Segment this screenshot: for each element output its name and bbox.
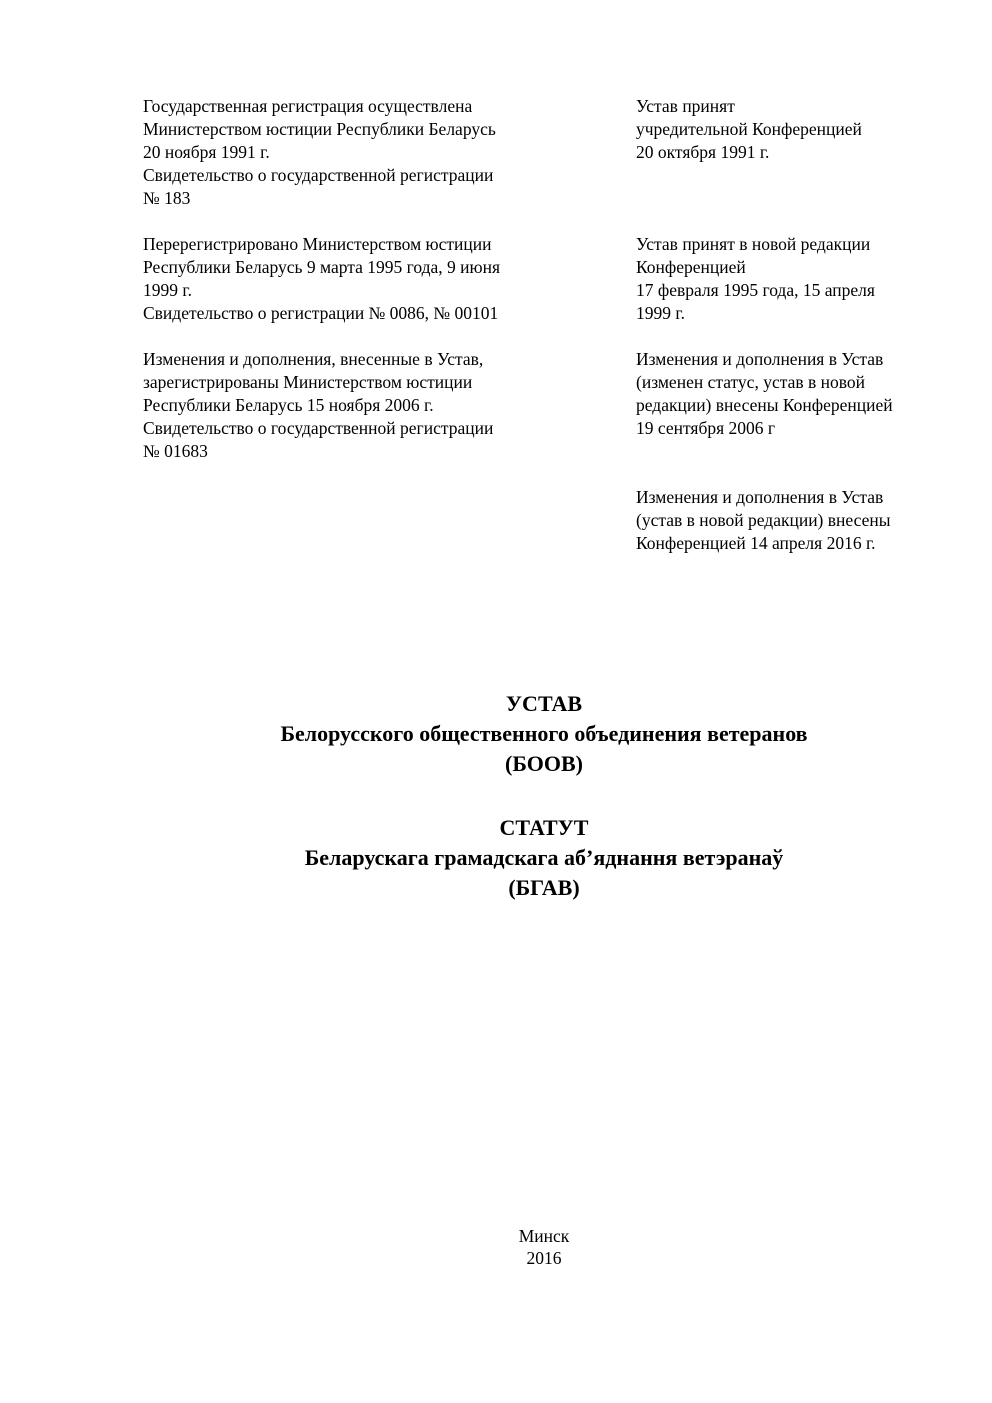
registration-line: № 183: [143, 188, 191, 208]
new-edition-block: [636, 233, 875, 325]
title-abbreviation: (БООВ): [505, 751, 583, 776]
new-edition-line: Конференцией: [636, 257, 746, 277]
amendments-2016-line: Изменения и дополнения в Устав: [636, 487, 884, 507]
amendments-2006-line: редакции) внесены Конференцией: [636, 395, 893, 415]
footer-year: 2016: [526, 1248, 562, 1268]
title-heading: УСТАВ: [505, 691, 583, 716]
registration-line: 20 ноября 1991 г.: [143, 142, 270, 162]
amendments-2006-line: Изменения и дополнения в Устав: [636, 349, 884, 369]
reregistration-line: 1999 г.: [143, 280, 192, 300]
new-edition-line: 17 февраля 1995 года, 15 апреля: [636, 280, 875, 300]
title-abbreviation: (БГАВ): [508, 875, 580, 900]
registration-line: Министерством юстиции Республики Беларусь: [143, 119, 496, 139]
amendments-2016-line: Конференцией 14 апреля 2016 г.: [636, 533, 876, 553]
adopted-line: учредительной Конференцией: [636, 119, 862, 139]
amendments-2016-line: (устав в новой редакции) внесены: [636, 510, 891, 530]
amendments-registration-block: [143, 348, 493, 463]
title-organization: Белорусского общественного объединения ветеранов: [280, 721, 808, 746]
title-organization: Беларускага грамадскага аб’яднання ветэранаў: [304, 845, 784, 870]
amendments-2016-block: [636, 486, 890, 555]
new-edition-line: 1999 г.: [636, 303, 685, 323]
registration-line: Государственная регистрация осуществлена: [143, 96, 473, 116]
adopted-block: [636, 95, 862, 164]
amendments-2006-line: (изменен статус, устав в новой: [636, 372, 865, 392]
title-belarusian: [0, 813, 992, 903]
reregistration-block: [143, 233, 500, 325]
footer-city: Минск: [518, 1226, 570, 1246]
title-heading: СТАТУТ: [499, 815, 589, 840]
registration-line: Свидетельство о государственной регистрации: [143, 165, 494, 185]
amendments-line: зарегистрированы Министерством юстиции: [143, 372, 473, 392]
title-russian: [0, 689, 992, 779]
reregistration-line: Свидетельство о регистрации № 0086, № 00101: [143, 303, 499, 323]
reregistration-line: Перерегистрировано Министерством юстиции: [143, 234, 492, 254]
amendments-line: Свидетельство о государственной регистрации: [143, 418, 494, 438]
footer: [0, 1225, 992, 1269]
amendments-line: Республики Беларусь 15 ноября 2006 г.: [143, 395, 434, 415]
new-edition-line: Устав принят в новой редакции: [636, 234, 871, 254]
reregistration-line: Республики Беларусь 9 марта 1995 года, 9 июня: [143, 257, 501, 277]
adopted-line: 20 октября 1991 г.: [636, 142, 770, 162]
amendments-line: Изменения и дополнения, внесенные в Устав,: [143, 349, 484, 369]
amendments-line: № 01683: [143, 441, 208, 461]
adopted-line: Устав принят: [636, 96, 735, 116]
amendments-2006-line: 19 сентября 2006 г: [636, 418, 776, 438]
registration-block: [143, 95, 496, 210]
amendments-2006-block: [636, 348, 893, 440]
